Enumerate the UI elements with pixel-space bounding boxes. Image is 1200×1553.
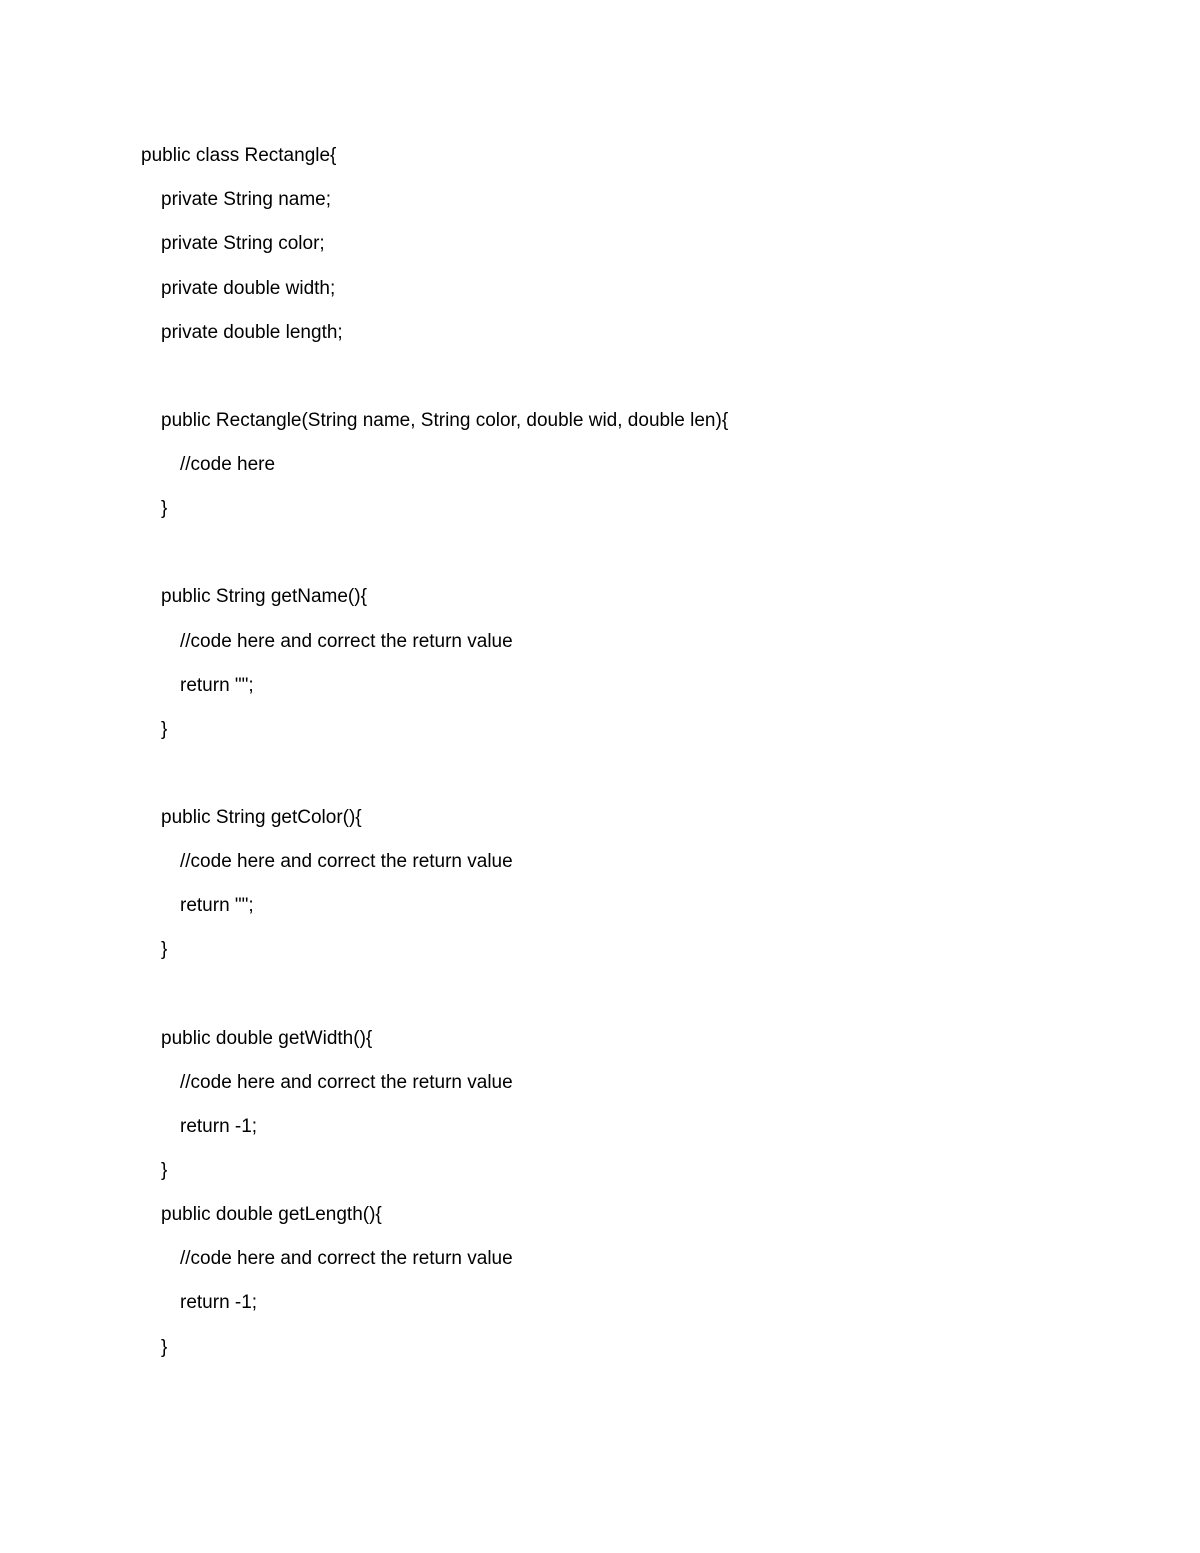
getlength-closing-brace: } (161, 1337, 168, 1358)
getwidth-signature-line: public double getWidth(){ (161, 1028, 373, 1049)
getcolor-closing-brace: } (161, 939, 168, 960)
constructor-signature-line: public Rectangle(String name, String color, double wid, double len){ (161, 410, 729, 431)
getcolor-comment-line: //code here and correct the return value (180, 851, 513, 872)
constructor-comment-line: //code here (180, 454, 276, 475)
getname-return-line: return ""; (180, 675, 254, 696)
getname-comment-line: //code here and correct the return value (180, 631, 513, 652)
field-width-line: private double width; (161, 278, 336, 299)
field-name-line: private String name; (161, 189, 332, 210)
class-declaration-line: public class Rectangle{ (141, 145, 337, 166)
field-length-line: private double length; (161, 322, 343, 343)
getname-signature-line: public String getName(){ (161, 586, 367, 607)
getname-closing-brace: } (161, 719, 168, 740)
getwidth-closing-brace: } (161, 1160, 168, 1181)
field-color-line: private String color; (161, 233, 325, 254)
constructor-closing-brace: } (161, 498, 168, 519)
getwidth-return-line: return -1; (180, 1116, 258, 1137)
getlength-return-line: return -1; (180, 1292, 258, 1313)
getlength-signature-line: public double getLength(){ (161, 1204, 382, 1225)
getcolor-signature-line: public String getColor(){ (161, 807, 362, 828)
getlength-comment-line: //code here and correct the return value (180, 1248, 513, 1269)
getcolor-return-line: return ""; (180, 895, 254, 916)
getwidth-comment-line: //code here and correct the return value (180, 1072, 513, 1093)
